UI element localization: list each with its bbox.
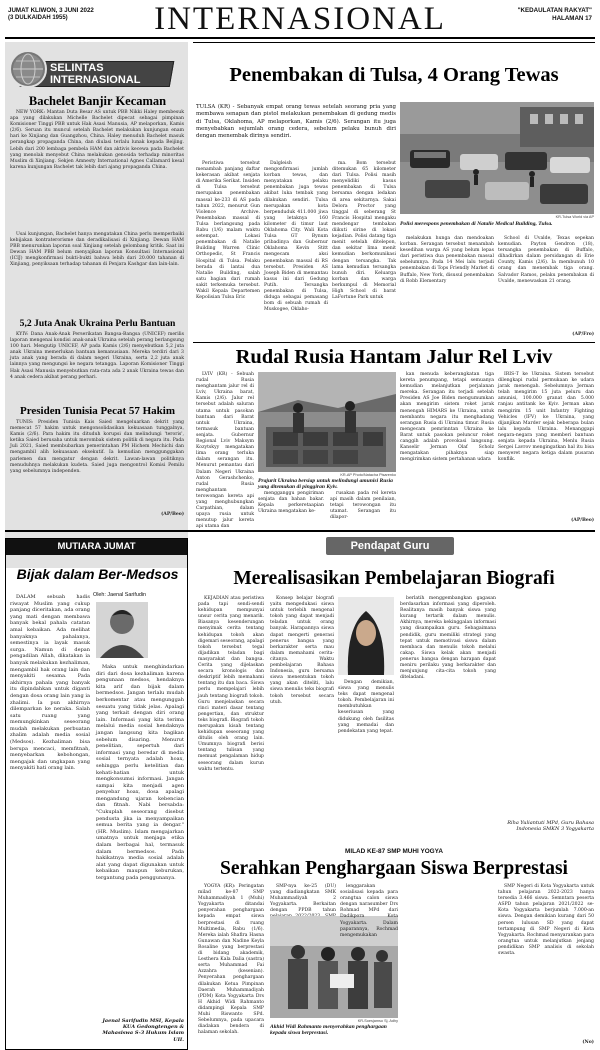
mutiara-signature: Jaenal Sarifudin MSI, Kepala KUA Gedongtengen & Mahasiswa S-3 Hukum Islam UII. [102,1018,184,1043]
guru-col2: Konsep belajar biografi yaitu mengedukasi siswa untuk terlebih mengenal tokoh yang dapat menjadi teladan untuk orang banyak. Harapannya siswa dapat mengerti generasi penerus bangsa yang berkarakter serta mau dalam memahami cerita-citanya. Waktu pembelajaran Bahasa Indonesia, guru bersama siswa menentukan tokoh yang akan diteliti, lalu siswa menulis teks biografi tokoh tersebut secara utuh. [270,596,334,705]
guru-col3: Dengan demikian, siswa yang menulis teks dapat mengenal tokoh. Pembelajaran ini membutuhkan keseriusan yang didukung oleh fasilitas yang memadai dan pendekatan yang tepat. [338,680,394,734]
globe-icon [9,50,47,88]
masthead-page: HALAMAN 17 [552,15,592,22]
masthead-paper: "KEDAULATAN RAKYAT" [517,7,592,14]
selintas-p4: TUNIS: Presiden Tunisia Kais Saied mengeluarkan dekrit yang memecat 57 hakim untuk mengonsolidasikan kekuasaan tunggalnya, Kamis (2/6). Para hakim itu dituduh korupsi dan melindungi 'teroris', ketika Saied berusaha untuk merombak sistem politik di negara itu. Pada Juli 2021, Saied membubarkan pemerintahan PM Hichem Mechichi dan mengambil alih kekuasaan eksekutif. Ia kemudian menggunggakan parlemen dan mengatur dengan dekrit. Lawan-lawan politiknya menuduhnya melakukan kudeta. Saied juga mengontrol Komisi Pemilu yang sebelumnya independen. [10,420,184,474]
mutiara-col2-body: Maka untuk menghindarkan diri dari dosa kezhaliman karena pengunaan medsos, hendaknya kita arif dan bijak dalam bermedsos. Jangan terlalu mudah berkomentar atau mengunggah sesuatu yang tidak jelas. Apalagi yang terkait dengan diri orang lain. Informasi yang kita terima melalui media sosial hendaknya jangan langsung kita bagikan sebelum disaring. Menurut penelitian, sepertuh dari informasi yang beredar di media sosial ternyata adalah hoax, sehingga perlu ketelitian dan kehati-hatian untuk mengkonsumsi informasi. Jangan sampai kita menjadi agen penyebar hoax, dosa apalagi mengandung ujaran kebencian dan fitnah. Nabi bersabda: "Cukuplah seseorang disebut pendusta jika ia menyampaikan semua berita yang ia dengar." (HR. Muslim). Islam mengajarkan umatnya untuk menjaga etika dalam berbagai hal, termasuk dalam bermedsos. Pada hakikatnya media sosial adalah alat yang dapat digunakan untuk kebaikan maupun keburukan, tergantung pada penggunanya. [96,664,184,881]
tulsa-photo-credit: KR-Tulsa World via AP [555,215,594,219]
selintas-p1: NEW YORK: Mantan Duta Besar AS untuk PBB Nikki Haley membesuk apa yang dilakukan Michelle Bachelet dipecat sebagai pimpinan Komisioner Tinggi PBB untuk Hak Asasi Manusia, AP melaporkan, Kamis (2/6). Seruan itu muncul setelah Bachelet melakukan kunjungan enam hari ke Xinjiang dan Guangzhou, China. Haley menuduh Bachelet masuk perangkap propaganda China, dan diulasi terlalu lunak kepada Beijing. Lebih dari 200 lembaga pembela HAM dan aktivis kecewa pada Bachelet yang menolak menyebut China melakukan genosida terhadap minoritas Muslim di Xinjiang. Sekjen Amnesty International Agnes Callamard kesal karena kunjungan Bachelet tak lebih dari ajang propaganda China. [10,110,184,170]
lviv-col5: IRIS-T ke Ukraina. Sistem tersebut dilengkapi rudal permukaan ke udara jarak menengah. Sebelumnya Jerman telah mengirim 15 juta peluru dan amunisi, 100.000 granat dan 5.000 ranjau antitank ke Kyiv. Jerman akan mengirim 15 unit Infantry Fighting Vehicles (IFV) ke Ukraina, yang dijanjikan Marder sejak beberapa bulan lalu kepada Ukraina. Menanggapi negara-negara yang memberi bantuan senjata kepada Ukraina, Menlu Rusia Sergei Lavrov mengingatkan hal itu bisa menyeret negara ketiga dalam pusaran konflik. [498,372,594,463]
guru-headline: Merealisasikan Pembelajaran Biografi [233,568,555,589]
tulsa-col1: Peristiwa tersebut menambah panjang daftar kekerasan akibat senjata di Amerika Serikat. Insiden di Tulsa tersebut merupakan penembakan massal ke-233 di AS pada tahun 2022, menurut Gun Violence Archive. Penembakan massal di Tulsa berlangsung pada Rabu (1/6) malam waktu setempat. Lokasi penembakan di Natalie Building Warren Clinic Orthopedic, St Francis Hospital di Tulsa. Pelaku berada di lantai dua Natalie Building, salah satu bagian dari rumah sakit terkemuka tersebut. Wakil Kepala Departemen Kepolisian Tulsa Eric [196,161,260,301]
lviv-headline: Rudal Rusia Hantam Jalur Rel Lviv [235,346,553,368]
selintas-h3: Presiden Tunisia Pecat 57 Hakim [19,405,176,417]
guru-author-photo [338,597,394,675]
guru-label: Pendapat Guru [326,537,454,555]
milad-caption: Akhid Widi Rahmanto menyerahkan penghargaan kepada siswa berprestasi. [270,1024,387,1037]
tulsa-col4: melakukan hunga dan mendoakan korban. Serangan tersebut menambah kesedihan warga AS yang belum lepas dari peristiwa dua penembakan massal sebelumnya. Pada 14 Mei lalu terjadi penembakan di Tops Friendly Market di Buffalo, New York, disusul penembakan di Robb Elementary [400,236,494,284]
lviv-col1: LVIV (KR) - Sebuah rudal Rusia menghantam jalur rel di Lviv, Ukraina barat, Kamis (2/6). Jalur rel tersebut adalah saluran utama untuk pasokan bantuan dari Barat untuk Ukraina, termasuk bantuan senjata. Gubernur Regional Lviv Maksym Kozytskyy mengatakan lima orang terluka dalam serangan itu. Menurut pemantau dari Dalam Negeri Ukraina Anton Gerashchenko, rudal Rusia menghantam terowongan kereta api yang menghubungkan Carpathian, dalam upaya rusia untuk menutup jalur kereta api utama dan [196,372,254,530]
lviv-source: (AP/Beo) [571,518,594,523]
tulsa-col5: School di Uvalde, Texas sepekan kemudian. Payton Gendron (18), tersangka penembakan di Buffalo, dihadirkan dalam persidangan di Erie County, Kamis (2/6). Ia membunuh 10 orang dan menembak tiga orang. Salvador Ramos, pelaku penembakan di Uvalde, menewaskan 21 orang. [498,236,594,284]
milad-photo-credit: KR-Soesjamso Sj. Adhy [357,1019,398,1023]
lviv-col3: rusakan pada rel kereta api masih dalam penilaian, tetapi terowongan itu utamat. Serangan itu dilapor- [330,491,396,521]
masthead-date: JUMAT KLIWON, 3 JUNI 2022 [8,7,94,14]
tulsa-source: (AP/Fro) [572,332,594,337]
tulsa-caption: Polisi merespons penembakan di Natalie Medical Building, Tulsa. [400,221,553,227]
mutiara-headline: Bijak dalam Ber-Medsos [16,566,179,582]
mutiara-author: Oleh: Jaenal Sarifudin [93,592,147,598]
selintas-label-text: SELINTAS INTERNASIONAL [50,62,141,86]
mutiara-col1: DALAM sebuah hadis riwayat Muslim yang cukup panjang diceritakan, ada orang yang mati dengan membawa banyak bekal pahala catatan amal kebaikan. Ada melihat banyaknya pahalanya, semestinya ia layak masuk surga. Namun di depan pengadilan Allah, dikatakan ia banyak melakukan kezhaliman, mengambil hak orang lain dan menyakiti sesama. Pada akhirnya pahala yang banyak itu dipindahkan untuk diganti dengan dosa orang lain yang ia zhalimi. Ia pun akhirnya dilemparkan ke neraka. Salah satu ruang yang memungkinkan seseorang mudah melakukan perbuatan zhalim adalah media sosial (Medsos). Kezhaliman bisa berupa mencaci, memfitnah, menyebarkan kebohongan, mengajak dan ungkapan yang menyakiti hati orang lain. [10,594,90,772]
guru-col5 [500,596,594,816]
mutiara-label: MUTIARA JUMAT [6,539,187,555]
guru-signature: Riha Yuliantuti MPd, Guru Bahasa Indonesia SMKN 3 Yogyakarta [507,820,594,833]
milad-col3: lenggarakan sosialisasi kepada para orangtua calon siswa dengan narasumber Drs Rohmad MPd dari Dadikpora Kota Yogyakarta. Dalam paparannya, Rochmad mengemukakan [340,884,398,938]
mutiara-author-photo [96,602,148,658]
lviv-photo-credit: KR-AP Photo/Natacha Pisarenko [340,473,396,477]
lviv-col4: kan menuda keberangkatan tiga kereta penumpang, tetapi semuanya kemudian melanjutkan perjalanan mereka. Serangan itu terjadi setelah Presiden AS Joe Biden mengumumkan akan mengirim sistem roket jarak menengah HIMARS ke Ukraina, untuk membantu negara itu menghadang serangan Rusia di Ukraina timur. Rusia mengecam pemrinntan Ukraina ke Barat untuk pasokan peluncur roket canggih adalah provokasi langsung. Kanselir Jerman Olaf Scholz mengatakan pihaknya siap mengirimkan sistem pertahanan udara [400,372,494,463]
masthead-hijri: (3 DULKAIDAH 1955) [8,15,68,21]
milad-headline: Serahkan Penghargaan Siswa Berprestasi [220,858,568,879]
tulsa-col3: ma. Bom tersebut ditemukan 65 kilometer dari Tulsa. Polisi masih menyelidiki kasus penembakan di Tulsa bersama dengan ledakan di area sekitarnya. Sakai Delora Proctor yang tinggal di seberang St Francis Hospital mengaku mendengar tembakan diikuti sirine di lokasi kejadian. Polisi datang tiga menit setelah ditelepon, dan sekitar lima menit kemudian berkomunikasi dengan tersangka. Tak lama kemudian tersangka bunuh diri. Keluarga korban dan warga berkumpul di Memorial High School di barat LaFortune Park untuk [332,161,396,301]
mid-rule [5,530,595,532]
tulsa-headline: Penembakan di Tulsa, 4 Orang Tewas [229,64,559,86]
section-title: INTERNASIONAL [154,1,446,37]
tulsa-photo [400,102,594,214]
mutiara-col2 [150,594,184,662]
guru-col1: KEJADIAN atau peristiwa pada tapi sendi-sendi kehidupan mempunyai unsur cerita yang menarik. Biasanya kesenderungan menyimak cerita tentang kehidupan tokoh akan digemari seseorang, apalagi tokoh tersebut tegal dijadikan teladan bagi masyarakat dan bangsa. Cerita yang dijelaskan secara kronologis dan deskriptif lebih memahami tentang itu dan baca. Siswa perlu mempelajari lebih jauh tentang biografi tokoh. Guru menjelaskan secara rinci materi dasar tentang pengertian, dan struktur teks biografi. Biografi tokoh merupakan kisah tentang kehidupan seseorang yang ditulis oleh orang lain. Umumnya biografi berisi tentang tulisan yang memuat pengalaman hidup seseorang dalam kurun waktu tertentu. [198,596,264,772]
selintas-p3: KYIV: Dana Anak-Anak Perserikatan Bangsa-Bangsa (UNICEF) merilis laporan mengenai kondisi anak-anak Ukraina setelah perang berlangsung 100 hari. Mengutip UNICEF, AP pada Kamis (2/6) menyebutkan 5,2 juta anak Ukraina memerlukan bantuan kemanusiaan. Mereka terdiri dari 3 juta anak yang berada di dalam negeri Ukraina, serta 2,2 juta anak lainnya yang mengungsi ke negara tetangga. Laporan Komisioner Tinggi Hak Asasi Manusia menyebutkan rata-rata ada 2 anak Ukraina tewas dan 4 anak cedera akibat perang perhari. [10,332,184,380]
milad-col1: YOGYA (KR): Peringatan milad ke-87 SMP Muhammadiyah 1 (Muhi) Yogyakarta ditandai penyerahan penghargaan kepada empat siswa berprestasi di ruang Multimedia, Rabu (1/6). Mereka ialah Shafira Hasna Gunawan dan Nadine Keyla Rosaline yang berprestasi di bidang akademik, Lesthera Kala Dalia (sastra) serta Muhammad Fai Azzahra (kesenian). Penyerahan penghargaan dilakukan Ketua Pimpinan Daerah Muhammadiyah (PDM) Kota Yogyakarta Drs H Akhid Widi Rahmanto didampingi Kepala SMP Muhi Riswanto SPd. Sebelumnya, pada upacara diadakan bendera di halaman sekolah. [198,884,264,1036]
tulsa-top-rule [193,42,595,43]
lviv-photo [258,372,396,472]
milad-source: (No) [582,1040,594,1045]
lviv-caption: Prajurit Ukraina bersiap untuk melindungi amunisi Rusia yang ditemukan di pinggiran Kyiv. [258,478,393,491]
lviv-col2: mengganggu pengiriman senjata dan bahan bakar. Kepala perkeretaapian Ukraina mengatakan ke- [258,491,324,515]
selintas-p2: Usai kunjungan, Bachelet hanya mengatakan China perlu memperbaiki kebijakan kontraterorisme dan deradikalisasi di Xinjiang. Dewan HAM PBB menurunkan laporan soal Xinjiang setelah gelombang kritik. Saat ini Dewan HAM PBB belum menyajikan laporan Konsultasi Internasional (ICIJ) mengkonfirmasi bukti-bukti bahwa lebih dari 20.000 tahanan di Xinjiang, penyiksaan terhadap tahanan di Penjara Kashgar dan lain-lain. [10,232,184,268]
tulsa-bottom-rule [193,342,595,343]
masthead-rule [5,37,595,39]
milad-col2: SMP-nya ke-25 (DU) yang diadiangkatan SMK Muhammadiyah 2 Yogyakarta. Berkaitan dengan PPDB tahun [270,884,336,914]
selintas-source: (AP/Beo) [161,512,184,517]
tulsa-col2: Dalgleish mengonfirmasi jumlah korban tewas, dan menyatakan pelaku penembakan juga tewas akibat luka tembak yang dilakukan sendiri. Tulsa merupakan kota berpenduduk 411.000 jiwa yang letaknya 160 kilometer di timur laut Oklahoma City. Wali Kota Tulsa GT Bynum pribadinya dan Gubernur Oklahoma Kevin Stitt mengecam aksi penembakan massal di RS tersebut. Presiden AS Joseph Biden di memantau kasus ini dari Gedung Putih. Tersangka penembakan di Tulsa, diduga sebagai pemasang bom di sebuah rumah di Muskogee, Oklaho- [264,161,328,313]
milad-kicker: MILAD KE-87 SMP MUHI YOGYA [345,848,443,855]
milad-col5: SMP Negeri di Kota Yogyakarta untuk tahun pelajaran 2022-2023 hanya tersedia 3.466 siswa. Semntara peserta ASPD tahun pelajaran 2021/2022 se-Kota Yogyakarta berjumlah 7.000-an siswa. Dengan demikian kurang dari 50 persen lulusan SD yang dapat tertampung di SMP Negeri di Kota Yogyakarta. Rochmad menyarankan para orangtua untuk melanjutkan jenjang pendidikan SMP analisis di sekolah swasta. [498,884,594,957]
tulsa-lead: TULSA (KR) - Sebanyak empat orang tewas setelah seorang pria yang membawa senapan dan pistol melakukan penembakan di gedung medis di Tulsa, Oklahoma, AP melaporkan, Kamis (2/6). Serangan itu juga menyebabkan sejumlah orang cedera, sebelum pelaku bunuh diri dengan menembak dirinya sendiri. [196,104,396,140]
selintas-h2: 5,2 Juta Anak Ukraina Perlu Bantuan [19,318,176,329]
selintas-h1: Bachelet Banjir Kecaman [28,94,167,108]
milad-col4 [402,884,494,1050]
guru-col4: berlatih menggembangkan gagasan berdasarkan informasi yang diperoleh. Realitanya masih banyak siswa yang kurang tertarik dalam menulis. Akhirnya, mereka kekinggalan informasi yang disampaikan guru. Sebagaimana pendidik, guru memiliki strategi yang tepat untuk memotivasi siswa dalam membaca dan menulis tokoh melalui cakap. Siswa kelak akan menjadi penerus bangsa dengan harapan dapat meniru perilaku yang berkarakter dan menjunjung cita-cita tokoh yang diteladani. [400,596,496,681]
